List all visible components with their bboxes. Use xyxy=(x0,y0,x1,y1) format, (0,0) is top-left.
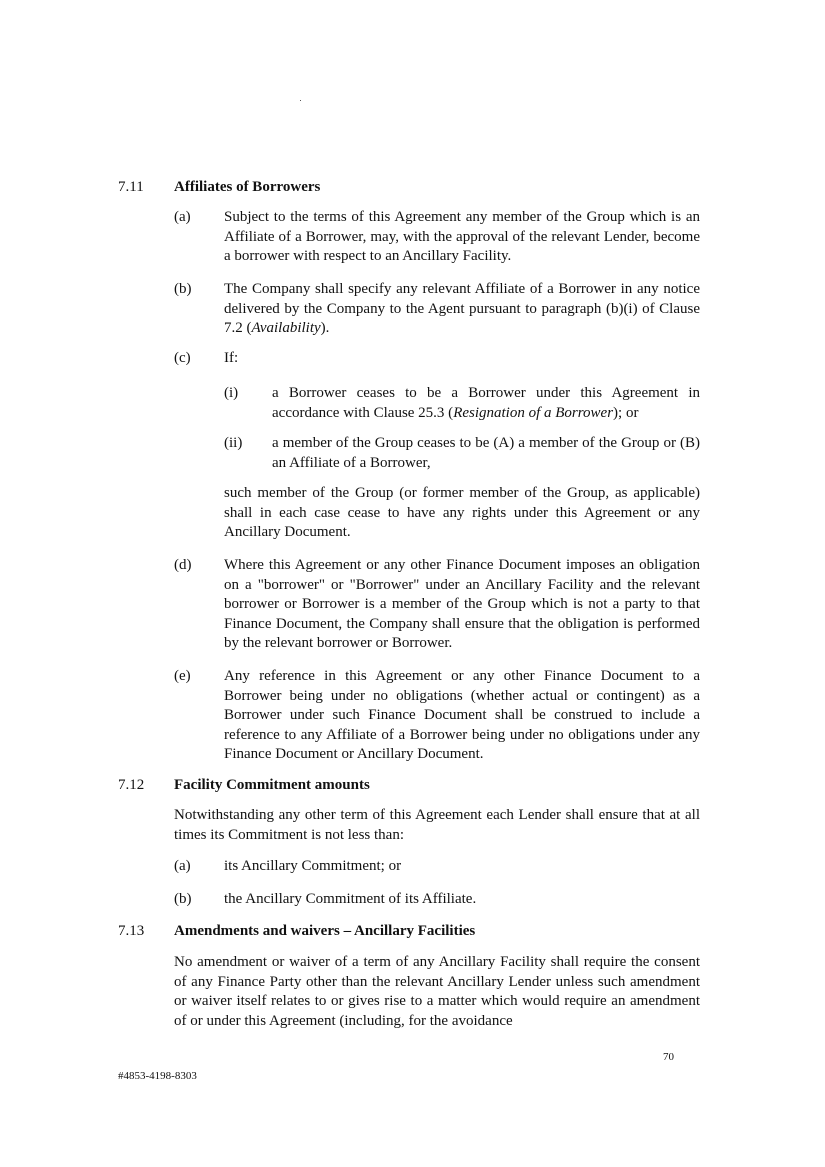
page-number: 70 xyxy=(663,1051,674,1063)
clause-text-e: Any reference in this Agreement or any other Finance Document to a Borrower being under no obligations (whether actual or contingent) as a Borrower under such Finance Document shall be construed to include a reference to any Affiliate of a Borrower being under no obligations under any Finance Document or Ancillary Document. xyxy=(224,668,700,763)
section-title: Affiliates of Borrowers xyxy=(174,179,321,195)
section-title: Facility Commitment amounts xyxy=(174,777,370,793)
clause-label-e: (e) xyxy=(174,668,191,684)
section-number: 7.12 xyxy=(118,777,145,793)
subclause-text-i: a Borrower ceases to be a Borrower under this Agreement in accordance with Clause 25.3 (Resignation of a Borrower); or xyxy=(272,385,700,421)
subclause-label-i: (i) xyxy=(224,385,239,401)
scan-speck xyxy=(300,100,301,101)
clause-label-b: (b) xyxy=(174,891,192,907)
section-number: 7.13 xyxy=(118,923,145,939)
section-7-13-text: No amendment or waiver of a term of any Ancillary Facility shall require the consent of any Finance Party other than the relevant Ancillary Lender unless such amendment or waiver itself relates to or gives rise to a matter which would require an amendment of or under this Agreement (including, for the avoidance xyxy=(174,954,700,1029)
clause-label-d: (d) xyxy=(174,557,192,573)
document-reference: #4853-4198-8303 xyxy=(118,1070,197,1082)
section-number: 7.11 xyxy=(118,179,144,195)
subclause-label-ii: (ii) xyxy=(224,435,243,451)
section-heading-7-11 xyxy=(118,178,320,196)
section-title: Amendments and waivers – Ancillary Facilities xyxy=(174,923,476,939)
clause-text-d: Where this Agreement or any other Finance Document imposes an obligation on a "borrower" or "Borrower" under an Ancillary Facility and the relevant borrower or Borrower is a member of the Group which is not a party to that Finance Document, the Company shall ensure that the obligation is performed by the relevant borrower or Borrower. xyxy=(224,557,700,652)
clause-c-tail: such member of the Group (or former member of the Group, as applicable) shall in each case cease to have any rights under this Agreement or any Ancillary Document. xyxy=(224,485,700,541)
clause-label-b: (b) xyxy=(174,281,192,297)
clause-label-c: (c) xyxy=(174,350,191,366)
subclause-text-ii: a member of the Group ceases to be (A) a member of the Group or (B) an Affiliate of a Borrower, xyxy=(272,435,700,471)
clause-label-a: (a) xyxy=(174,858,191,874)
section-7-12-intro: Notwithstanding any other term of this Agreement each Lender shall ensure that at all times its Commitment is not less than: xyxy=(174,807,700,843)
clause-text-b: the Ancillary Commitment of its Affiliate. xyxy=(224,891,477,907)
section-heading-7-13 xyxy=(118,922,475,940)
clause-label-a: (a) xyxy=(174,209,191,225)
section-heading-7-12 xyxy=(118,776,370,794)
clause-text-c: If: xyxy=(224,350,239,366)
clause-text-b: The Company shall specify any relevant Affiliate of a Borrower in any notice delivered by the Company to the Agent pursuant to paragraph (b)(i) of Clause 7.2 (Availability). xyxy=(224,281,700,337)
clause-text-a: Subject to the terms of this Agreement any member of the Group which is an Affiliate of a Borrower, may, with the approval of the relevant Lender, become a borrower with respect to an Ancillary Facility. xyxy=(224,209,700,265)
clause-text-a: its Ancillary Commitment; or xyxy=(224,858,402,874)
